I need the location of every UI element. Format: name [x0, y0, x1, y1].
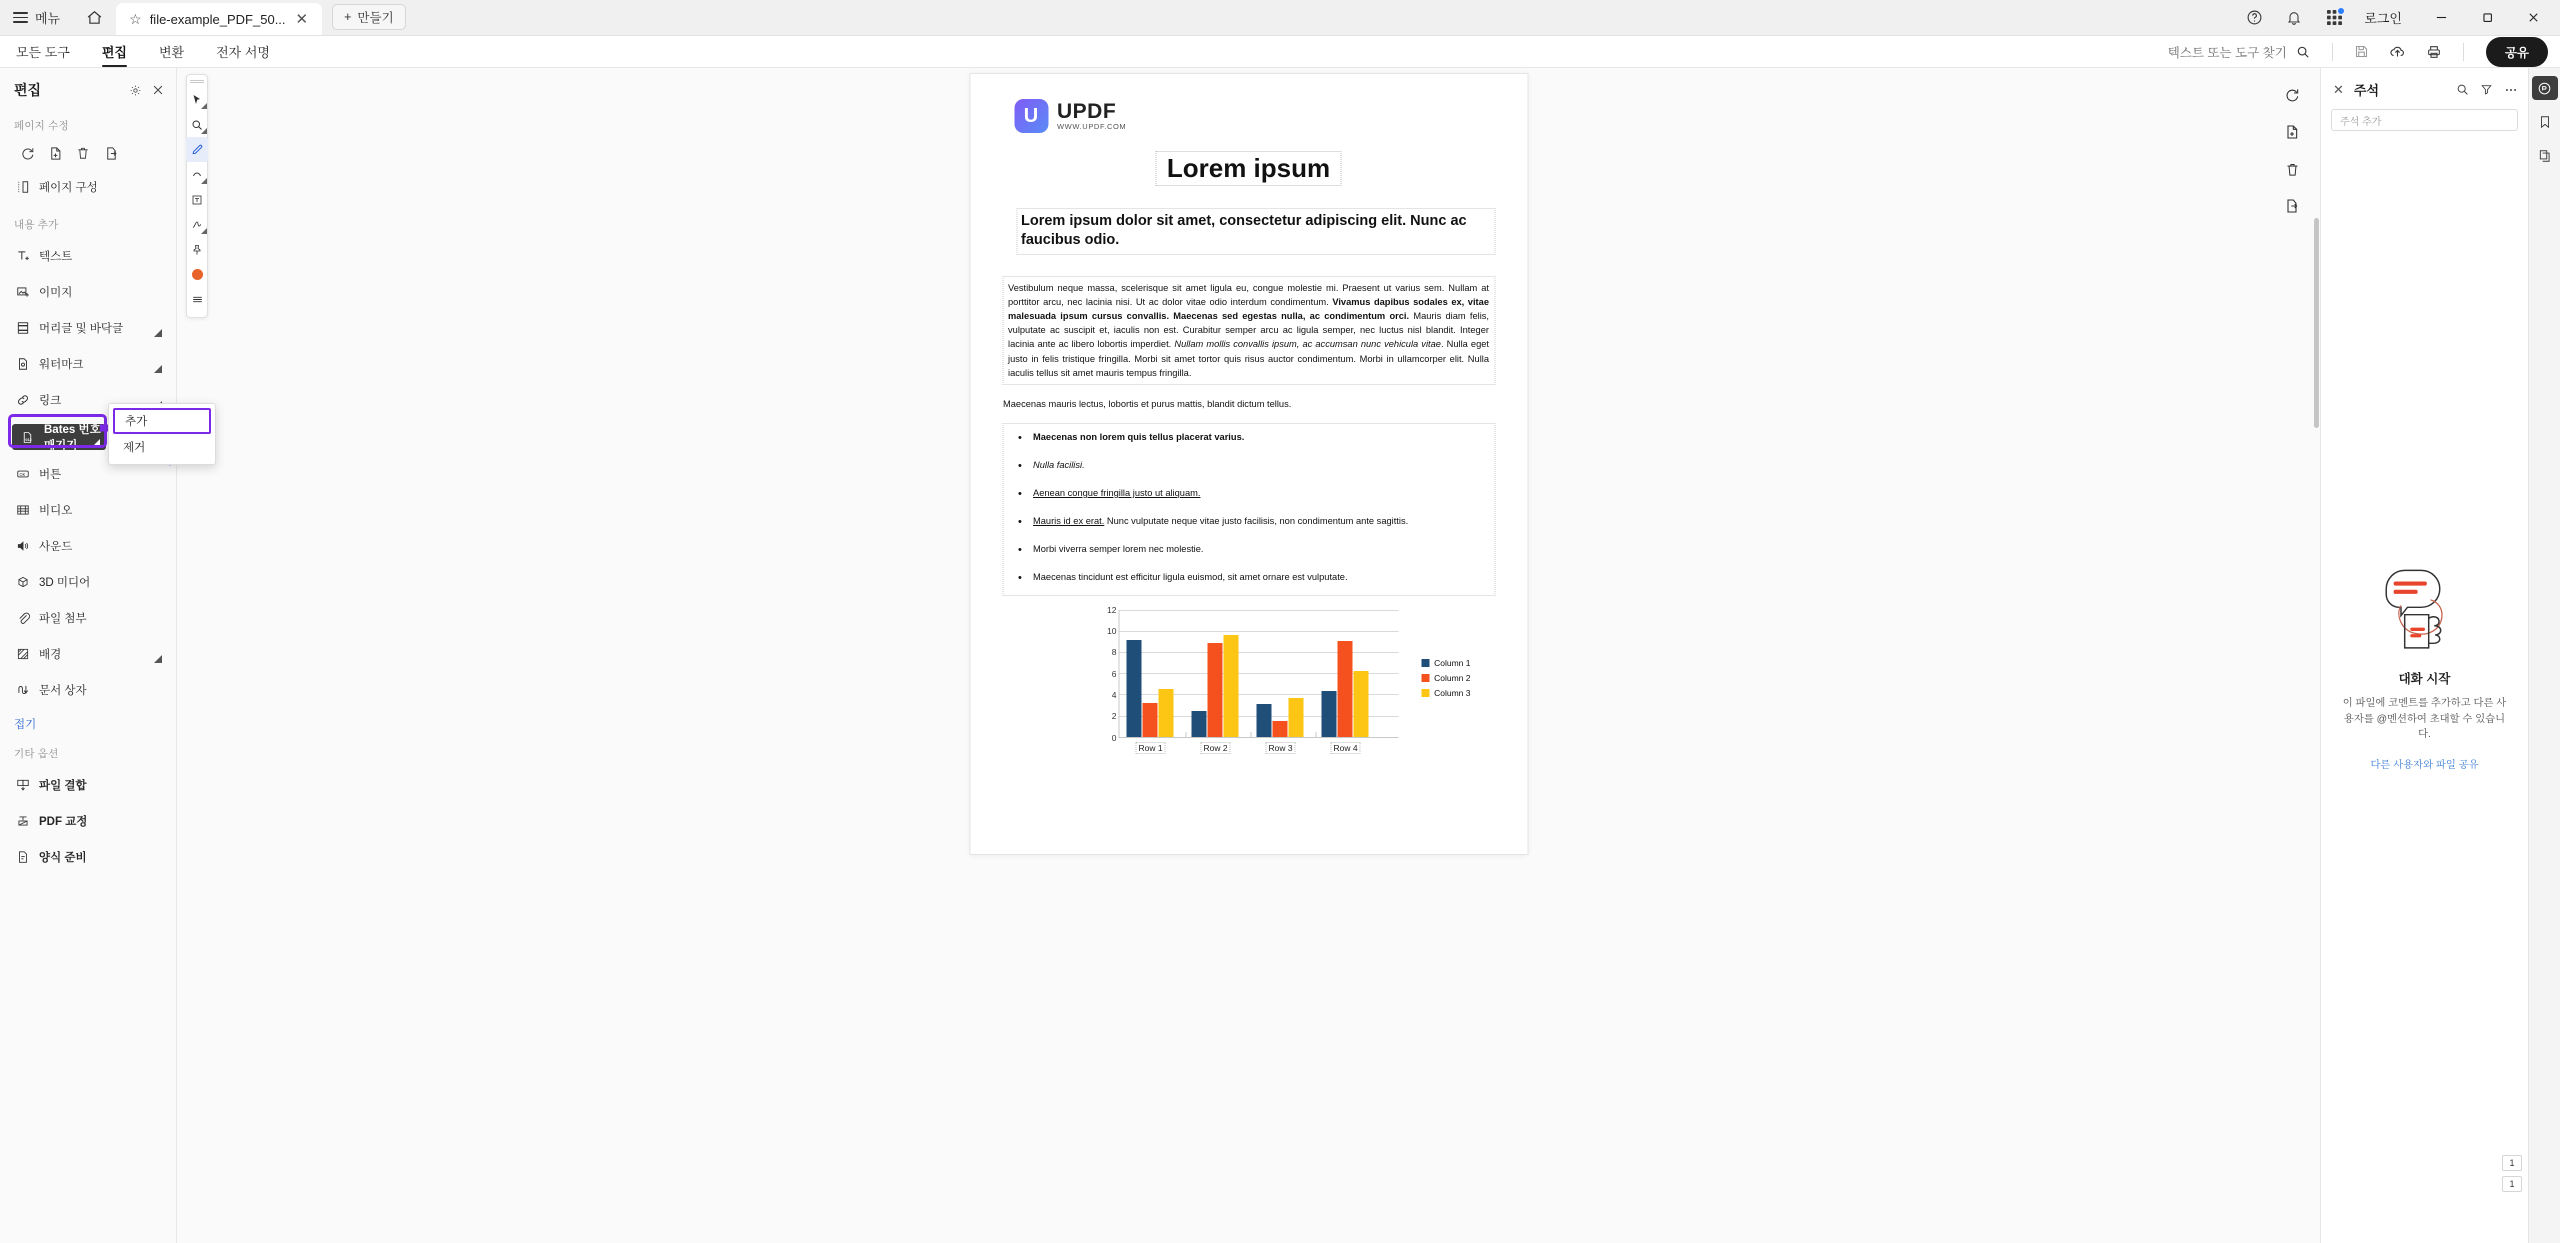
document-logo — [1002, 92, 1495, 133]
legend-entry — [1421, 688, 1470, 698]
menu-tab-convert[interactable] — [143, 36, 200, 67]
hamburger-icon — [13, 12, 28, 23]
close-tab-icon[interactable]: ✕ — [295, 10, 309, 28]
chart-plot-area — [1099, 604, 1399, 743]
list-item-bold: Maecenas non lorem quis tellus placerat varius. — [1033, 432, 1245, 443]
svg-text:012: 012 — [25, 437, 32, 442]
menu-tab-esign-label: 전자 서명 — [216, 45, 270, 60]
home-button[interactable] — [73, 0, 116, 35]
annotation-panel-title: 주석 — [2353, 83, 2380, 98]
titlebar-right-group — [2234, 0, 2560, 35]
page-title: Lorem ipsum — [1156, 151, 1341, 186]
sidebar-item-watermark-label: 워터마크 — [39, 359, 84, 371]
logo-url: WWW.UPDF.COM — [1057, 122, 1127, 132]
y-tick: 0 — [1111, 732, 1117, 743]
watermark-icon — [15, 357, 30, 372]
logo-name: UPDF — [1057, 100, 1117, 124]
apps-button[interactable] — [2314, 0, 2354, 36]
text-add-icon — [15, 249, 30, 264]
sidebar-item-file-attachment-label: 파일 첨부 — [39, 613, 87, 625]
sidebar-item-button[interactable] — [14, 462, 168, 486]
tool-highlight-pen[interactable] — [186, 137, 208, 162]
page-tools-row — [0, 139, 176, 169]
upload-button[interactable] — [2381, 36, 2415, 68]
cube-3d-icon — [15, 575, 30, 590]
sidebar-item-background[interactable] — [14, 642, 168, 666]
sidebar-item-background-label: 배경 — [39, 649, 62, 661]
close-window-button[interactable] — [2510, 0, 2556, 36]
login-label: 로그인 — [2364, 11, 2402, 26]
prepare-form-icon — [15, 850, 30, 865]
maximize-icon — [2481, 11, 2494, 24]
sidebar-item-video[interactable] — [14, 498, 168, 522]
login-button[interactable] — [2354, 8, 2418, 27]
doc-extract-page-button[interactable] — [2277, 193, 2307, 219]
svg-text:OK: OK — [19, 471, 25, 477]
pdf-redact-icon — [15, 814, 30, 829]
rotate-icon — [20, 146, 35, 161]
document-side-tools — [2264, 68, 2320, 1243]
share-button[interactable] — [2486, 37, 2548, 67]
app-body — [0, 68, 2560, 1243]
more-lines-icon — [191, 293, 204, 306]
legend-label: Column 3 — [1434, 687, 1471, 698]
bar-r2-c1 — [1192, 711, 1207, 737]
chart-bars — [1119, 610, 1399, 738]
bar-r4-c3 — [1354, 671, 1369, 737]
text-box-icon — [191, 194, 203, 206]
tool-shape[interactable] — [186, 162, 208, 187]
list-item-underline: Mauris id ex erat. — [1033, 515, 1105, 526]
add-annotation-placeholder: 주석 추가 — [2340, 116, 2382, 128]
list-item — [1033, 571, 1488, 585]
button-icon — [15, 467, 30, 482]
tool-select-cursor[interactable] — [186, 87, 208, 112]
x-tick: Row 3 — [1265, 742, 1295, 754]
close-annotation-panel-button[interactable]: ✕ — [2333, 81, 2344, 97]
close-icon[interactable] — [152, 84, 164, 96]
empty-state-title: 대화 시작 — [2398, 671, 2451, 686]
legend-label: Column 1 — [1434, 657, 1471, 668]
extract-page-button[interactable] — [98, 141, 124, 165]
start-conversation-illustration — [2369, 563, 2481, 659]
minimize-button[interactable] — [2418, 0, 2464, 36]
menu-button[interactable] — [0, 0, 73, 35]
global-search[interactable] — [2168, 43, 2320, 61]
list-item — [1033, 543, 1488, 557]
list-item — [1033, 459, 1488, 473]
rotate-page-icon — [2284, 87, 2300, 103]
sidebar-item-3d-media[interactable] — [14, 570, 168, 594]
bell-icon — [2286, 10, 2302, 26]
bar-r4-c1 — [1322, 691, 1337, 737]
y-tick: 4 — [1111, 689, 1117, 700]
page-total-value: 1 — [2509, 1179, 2515, 1189]
pdf-page[interactable] — [970, 74, 1527, 854]
insert-page-icon — [48, 146, 63, 161]
sidebar-header-icons — [129, 84, 164, 97]
bar-r2-c3 — [1224, 635, 1239, 737]
sidebar-item-text[interactable] — [14, 244, 168, 268]
edit-sidebar — [0, 68, 177, 1243]
chart-x-axis — [1119, 742, 1399, 756]
new-tab-label: 만들기 — [357, 11, 394, 25]
document-scrollbar[interactable] — [2314, 218, 2319, 428]
collapse-toggle[interactable]: 접기 — [14, 719, 37, 731]
body-paragraph — [1002, 276, 1495, 386]
search-icon — [2296, 45, 2310, 59]
tool-more[interactable] — [186, 287, 208, 312]
tool-zoom[interactable] — [186, 112, 208, 137]
page-organize-icon — [15, 180, 30, 195]
bookmark-icon — [2538, 115, 2552, 129]
paragraph-bold-1: Vivamus dapibus sodales ex, vitae malesuada ipsum cursus convallis. Maecenas sed egestas nulla, ac condimentum orci. — [1008, 296, 1489, 321]
bar-r3-c3 — [1289, 698, 1304, 737]
chevron-down-icon — [201, 178, 207, 184]
video-icon — [15, 503, 30, 518]
section-label-other-options: 기타 옵션 — [14, 748, 59, 760]
sidebar-item-sound-label: 사운드 — [39, 541, 73, 553]
list-item-plain: Morbi viverra semper lorem nec molestie. — [1033, 543, 1204, 554]
close-window-icon — [2527, 11, 2540, 24]
print-icon — [2426, 44, 2442, 60]
y-tick: 6 — [1111, 668, 1117, 679]
list-item — [1033, 431, 1488, 445]
background-icon — [15, 647, 30, 662]
bullet-list — [1002, 423, 1495, 596]
paragraph-part-3: . Nulla eget justo in felis tristique fringilla. Morbi sit amet tortor quis risus auctor condimentum. Morbi in ullamcorper elit. Nulla iaculis tellus sit amet mauris tempus fringilla. — [1008, 339, 1489, 378]
sidebar-item-page-organize-label: 페이지 구성 — [39, 182, 98, 194]
sidebar-title: 편집 — [14, 82, 42, 98]
embedded-bar-chart — [1099, 604, 1471, 756]
legend-entry — [1421, 658, 1470, 668]
bar-r3-c2 — [1273, 721, 1288, 737]
sidebar-item-bates-numbering[interactable] — [12, 424, 106, 450]
menu-tab-esign[interactable] — [200, 36, 286, 67]
extract-page-icon — [104, 146, 119, 161]
image-add-icon — [15, 285, 30, 300]
chevron-down-icon[interactable] — [154, 329, 162, 337]
tool-stamp-pin[interactable] — [186, 237, 208, 262]
sidebar-item-image-label: 이미지 — [39, 287, 73, 299]
sidebar-item-3d-media-label: 3D 미디어 — [39, 577, 91, 589]
chart-y-axis — [1099, 604, 1119, 743]
star-icon[interactable]: ☆ — [129, 10, 142, 27]
menu-tab-all-tools[interactable] — [0, 36, 86, 67]
menu-tab-edit-label: 편집 — [101, 45, 127, 60]
list-item-underline: Aenean congue fringilla justo ut aliquam. — [1033, 487, 1201, 498]
page-current-indicator[interactable] — [2502, 1155, 2522, 1171]
home-icon — [86, 9, 103, 26]
notification-dot — [2338, 8, 2344, 14]
new-tab-button[interactable] — [332, 4, 406, 30]
help-icon — [2246, 9, 2263, 26]
document-tab-label: file-example_PDF_50... — [149, 11, 286, 27]
right-tool-rail — [2528, 68, 2560, 1243]
link-icon — [15, 393, 30, 408]
bates-numbering-icon — [20, 430, 35, 445]
y-tick: 2 — [1111, 711, 1117, 722]
x-tick: Row 1 — [1135, 742, 1165, 754]
updf-logo-icon: U — [1014, 99, 1048, 133]
sidebar-item-link-label: 링크 — [39, 395, 62, 407]
gear-icon[interactable] — [129, 84, 142, 97]
save-button[interactable] — [2345, 36, 2379, 68]
bar-r1-c3 — [1159, 689, 1174, 737]
share-button-label: 공유 — [2504, 45, 2529, 60]
save-icon — [2354, 44, 2369, 59]
sidebar-item-page-organize[interactable] — [14, 175, 168, 199]
y-tick: 10 — [1107, 625, 1117, 636]
chart-legend — [1421, 658, 1470, 703]
legend-label: Column 2 — [1434, 672, 1471, 683]
ai-assistant-button[interactable] — [2532, 76, 2558, 100]
cloud-upload-icon — [2389, 43, 2406, 60]
doc-rotate-button[interactable] — [2277, 82, 2307, 108]
title-bar — [0, 0, 2560, 36]
main-menu-bar — [0, 36, 2560, 68]
page-total-indicator[interactable] — [2502, 1176, 2522, 1192]
sidebar-item-prepare-form-label: 양식 준비 — [39, 852, 87, 864]
ai-assistant-icon — [2537, 81, 2552, 96]
combine-files-icon — [15, 778, 30, 793]
list-item-plain: Nunc vulputate neque vitae justo facilisis, non condimentum ante sagittis. — [1104, 515, 1409, 526]
sidebar-item-prepare-form[interactable] — [14, 845, 168, 869]
menu-tab-edit[interactable] — [86, 36, 143, 67]
plus-icon: + — [344, 10, 352, 24]
chevron-down-icon — [201, 128, 207, 134]
chevron-down-icon[interactable] — [154, 365, 162, 373]
document-box-icon — [15, 683, 30, 698]
sidebar-item-watermark[interactable] — [14, 352, 168, 376]
document-viewer[interactable] — [177, 68, 2320, 1243]
sidebar-item-sound[interactable] — [14, 534, 168, 558]
page-subtitle: Lorem ipsum dolor sit amet, consectetur adipiscing elit. Nunc ac faucibus odio. — [1016, 208, 1495, 255]
dropdown-item-add[interactable]: 추가 — [113, 408, 211, 434]
bar-r1-c1 — [1127, 640, 1142, 737]
pages-thumbnail-icon — [2538, 149, 2552, 163]
print-button[interactable] — [2417, 36, 2451, 68]
menu-tab-all-tools-label: 모든 도구 — [16, 45, 70, 60]
divider-2 — [2463, 43, 2464, 61]
notifications-button[interactable] — [2274, 0, 2314, 36]
doc-insert-page-button[interactable] — [2277, 119, 2307, 145]
sidebar-item-button-label: 버튼 — [39, 469, 62, 481]
sidebar-item-header-footer[interactable] — [14, 316, 168, 340]
tool-signature[interactable] — [186, 212, 208, 237]
bookmarks-button[interactable] — [2532, 110, 2558, 134]
extract-page-icon — [2284, 198, 2300, 214]
sidebar-item-text-label: 텍스트 — [39, 251, 73, 263]
y-tick: 12 — [1107, 604, 1117, 615]
sidebar-header — [0, 68, 176, 106]
sidebar-item-video-label: 비디오 — [39, 505, 73, 517]
sidebar-item-document-box-label: 문서 상자 — [39, 685, 87, 697]
global-search-placeholder: 텍스트 또는 도구 찾기 — [2167, 45, 2287, 60]
doc-delete-page-button[interactable] — [2277, 156, 2307, 182]
page-thumbnails-button[interactable] — [2532, 144, 2558, 168]
header-footer-icon — [15, 321, 30, 336]
share-file-link[interactable]: 다른 사용자와 파일 공유 — [2370, 760, 2479, 772]
bar-r4-c2 — [1338, 641, 1353, 737]
sidebar-item-header-footer-label: 머리글 및 바닥글 — [39, 323, 124, 335]
sidebar-item-document-box[interactable] — [14, 678, 168, 702]
minimize-icon — [2435, 11, 2448, 24]
chevron-down-icon[interactable] — [154, 655, 162, 663]
bar-r1-c2 — [1143, 703, 1158, 737]
sound-icon — [15, 539, 30, 554]
paragraph-italic-1: Nullam mollis convallis ipsum, ac accumsan nunc vehicula vitae — [1174, 339, 1441, 350]
paragraph-part-1: Vestibulum neque massa, scelerisque sit amet ligula eu, congue molestie mi. Praesent ut varius sem. Nullam at porttitor arcu, nec lacinia nisi. Ut ac dolor vitae odio interdum condimentum. — [1008, 282, 1489, 307]
menu-right-group — [2168, 36, 2560, 67]
divider — [2332, 43, 2333, 61]
section-label-add-content: 내용 추가 — [14, 219, 59, 231]
color-swatch-icon — [192, 269, 203, 280]
insert-page-button[interactable] — [42, 141, 68, 165]
rotate-page-button[interactable] — [14, 141, 40, 165]
sidebar-item-combine-files[interactable] — [14, 773, 168, 797]
sidebar-item-pdf-redact-label: PDF 교정 — [39, 816, 88, 828]
delete-page-icon — [2285, 162, 2300, 177]
list-item-italic: Nulla facilisi. — [1033, 460, 1085, 471]
annotation-toolstrip — [186, 74, 208, 318]
annotation-empty-state — [2321, 91, 2528, 1243]
empty-state-description: 이 파일에 코멘트를 추가하고 다른 사용자를 @멘션하여 초대할 수 있습니다. — [2342, 697, 2507, 741]
body-paragraph-2: Maecenas mauris lectus, lobortis et purus mattis, blandit dictum tellus. — [1003, 399, 1292, 410]
bar-r3-c1 — [1257, 704, 1272, 737]
sidebar-item-image[interactable] — [14, 280, 168, 304]
insert-page-icon — [2284, 124, 2300, 140]
help-button[interactable] — [2234, 0, 2274, 36]
titlebar-spacer — [406, 0, 2235, 35]
x-tick: Row 2 — [1200, 742, 1230, 754]
paragraph-part-2: Mauris diam felis, vulputate ac suscipit et, iaculis non est. Curabitur semper arcu ac ligula semper, nec luctus nisl blandit. Integer lacinia ante ac libero lobortis imperdiet. — [1008, 311, 1489, 350]
logo-text-block — [1057, 101, 1126, 131]
bates-dropdown-menu — [108, 403, 216, 465]
chevron-down-icon — [201, 103, 207, 109]
annotation-panel — [2320, 68, 2528, 1243]
x-tick: Row 4 — [1330, 742, 1360, 754]
sidebar-item-pdf-redact[interactable] — [14, 809, 168, 833]
stamp-pin-icon — [191, 244, 203, 256]
bar-r2-c2 — [1208, 643, 1223, 737]
y-tick: 8 — [1111, 647, 1117, 658]
dropdown-item-remove[interactable]: 제거 — [123, 442, 146, 454]
sidebar-item-file-attachment[interactable] — [14, 606, 168, 630]
chevron-down-icon — [201, 228, 207, 234]
toolstrip-drag-handle[interactable] — [190, 80, 204, 83]
maximize-button[interactable] — [2464, 0, 2510, 36]
list-item-plain: Maecenas tincidunt est efficitur ligula euismod, sit amet ornare est vulputate. — [1033, 571, 1348, 582]
sidebar-item-combine-files-label: 파일 결합 — [39, 780, 87, 792]
tool-color-swatch[interactable] — [186, 262, 208, 287]
list-item — [1033, 515, 1488, 529]
document-tab[interactable] — [116, 3, 322, 35]
page-current-value: 1 — [2509, 1158, 2515, 1168]
section-label-page-edit: 페이지 수정 — [14, 120, 69, 132]
delete-page-icon — [76, 146, 90, 160]
tool-text-box[interactable] — [186, 187, 208, 212]
list-item — [1033, 487, 1488, 501]
attachment-icon — [15, 611, 30, 626]
delete-page-button[interactable] — [70, 141, 96, 165]
sidebar-item-bates-numbering-label: Bates 번호 매기기 — [44, 424, 101, 452]
menu-button-label: 메뉴 — [35, 11, 61, 26]
legend-entry — [1421, 673, 1470, 683]
menu-tab-convert-label: 변환 — [158, 45, 185, 60]
highlight-pen-icon — [191, 143, 204, 156]
